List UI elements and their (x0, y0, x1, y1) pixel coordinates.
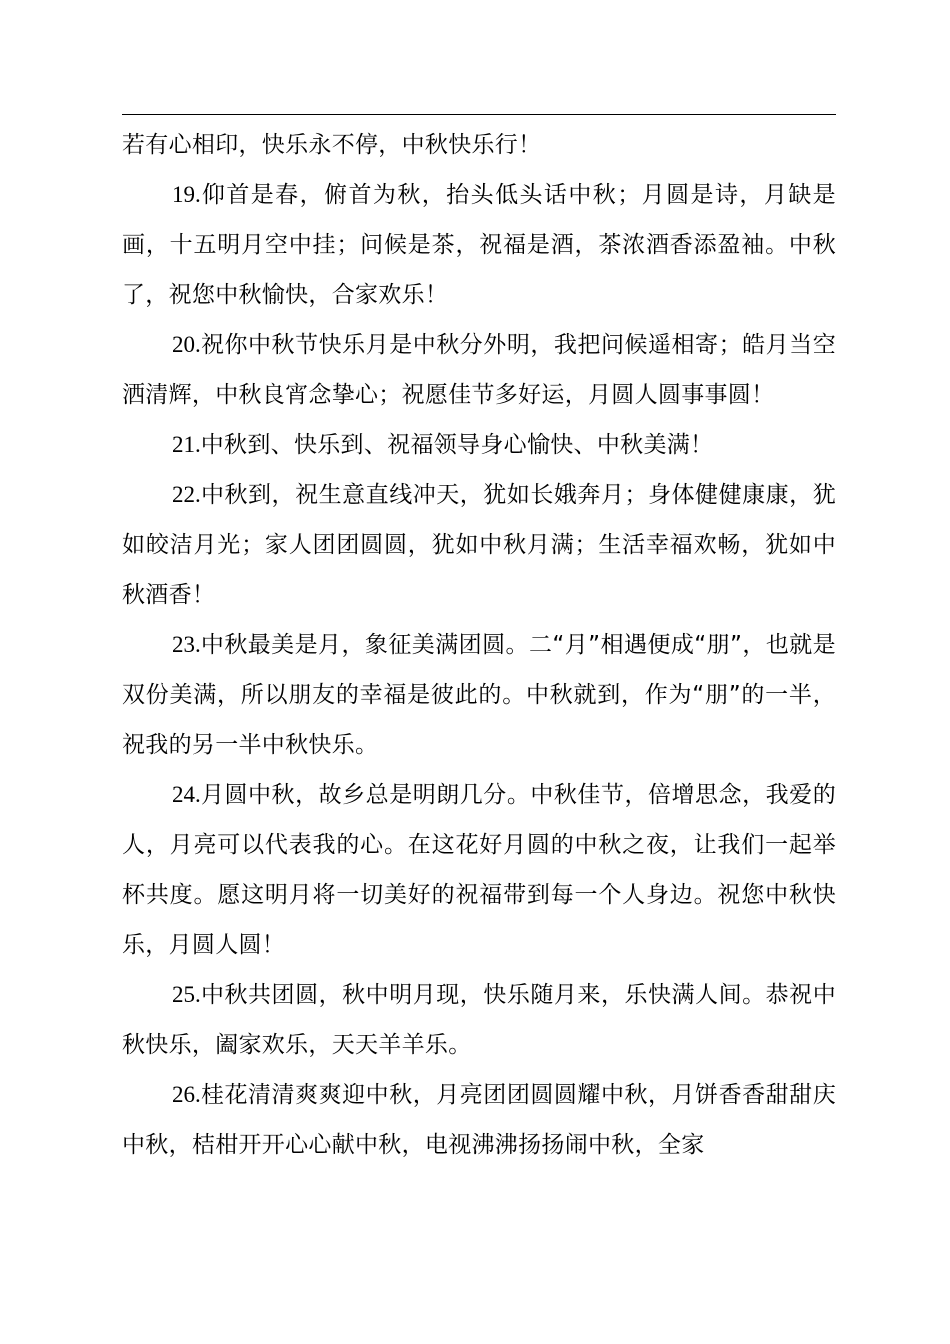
paragraph-number: 26. (172, 1082, 201, 1107)
paragraph-number: 21. (172, 432, 201, 457)
paragraph-22 (122, 470, 836, 620)
paragraph-19 (122, 170, 836, 320)
paragraph-number: 25. (172, 982, 201, 1007)
paragraph-number: 22. (172, 482, 201, 507)
paragraph-text: 若有心相印，快乐永不停，中秋快乐行！ (122, 132, 542, 158)
header-rule (122, 114, 836, 115)
paragraph-26 (122, 1070, 836, 1170)
paragraph-20 (122, 320, 836, 420)
paragraph-text: 中秋共团圆，秋中明月现，快乐随月来，乐快满人间。恭祝中秋快乐，阖家欢乐，天天羊羊乐。 (122, 982, 836, 1058)
paragraph-continued (122, 120, 836, 170)
paragraph-number: 19. (172, 182, 201, 207)
paragraph-text: 桂花清清爽爽迎中秋，月亮团团圆圆耀中秋，月饼香香甜甜庆中秋，桔柑开开心心献中秋，电视沸沸扬扬闹中秋，全家 (122, 1082, 836, 1158)
paragraph-text: 中秋到、快乐到、祝福领导身心愉快、中秋美满！ (200, 432, 714, 458)
paragraph-number: 23. (172, 632, 201, 657)
document-body (122, 120, 836, 1170)
paragraph-text: 祝你中秋节快乐月是中秋分外明，我把问候遥相寄；皓月当空洒清辉，中秋良宵念挚心；祝愿佳节多好运，月圆人圆事事圆！ (122, 332, 836, 408)
paragraph-number: 24. (172, 782, 201, 807)
paragraph-text: 仰首是春，俯首为秋，抬头低头话中秋；月圆是诗，月缺是画，十五明月空中挂；问候是茶，祝福是酒，茶浓酒香添盈袖。中秋了，祝您中秋愉快，合家欢乐！ (122, 182, 836, 308)
paragraph-text: 中秋最美是月，象征美满团圆。二“月”相遇便成“朋”，也就是双份美满，所以朋友的幸福是彼此的。中秋就到，作为“朋”的一半，祝我的另一半中秋快乐。 (122, 632, 836, 758)
paragraph-text: 中秋到，祝生意直线冲天，犹如长娥奔月；身体健健康康，犹如皎洁月光；家人团团圆圆，犹如中秋月满；生活幸福欢畅，犹如中秋酒香！ (122, 482, 836, 608)
paragraph-number: 20. (172, 332, 201, 357)
paragraph-21 (122, 420, 836, 470)
paragraph-23 (122, 620, 836, 770)
paragraph-25 (122, 970, 836, 1070)
paragraph-24 (122, 770, 836, 970)
paragraph-text: 月圆中秋，故乡总是明朗几分。中秋佳节，倍增思念，我爱的人，月亮可以代表我的心。在这花好月圆的中秋之夜，让我们一起举杯共度。愿这明月将一切美好的祝福带到每一个人身边。祝您中秋快乐，月圆人圆！ (122, 782, 836, 958)
